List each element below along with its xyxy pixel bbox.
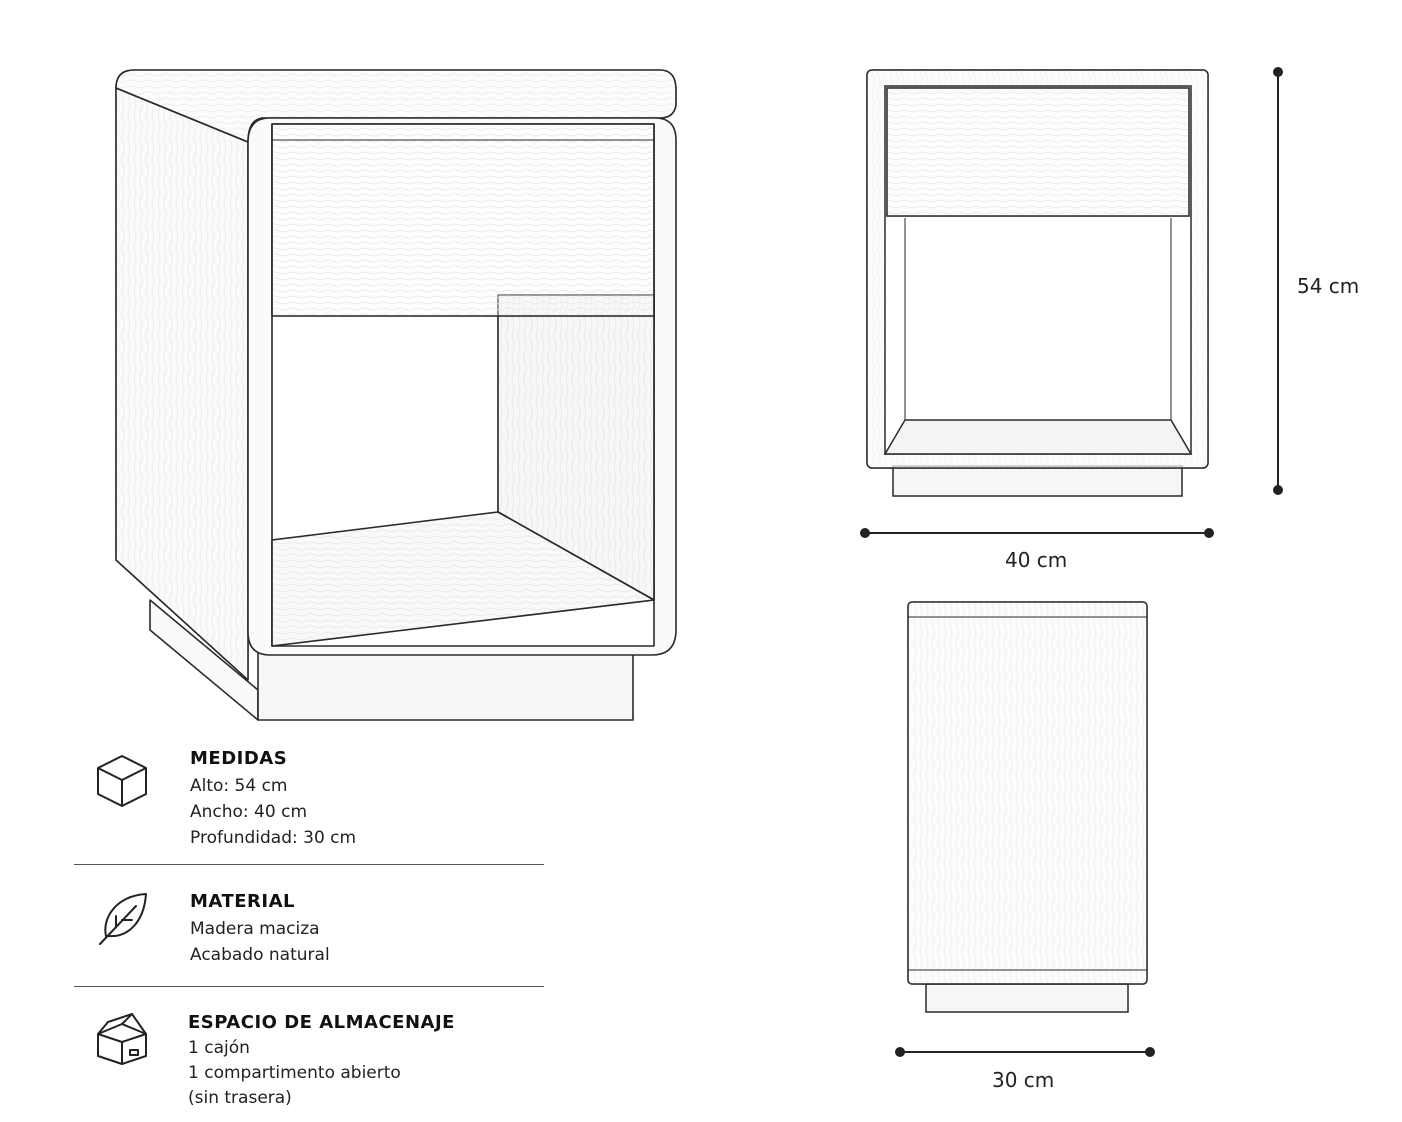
depth-label: 30 cm xyxy=(992,1068,1055,1092)
open-box-icon xyxy=(94,1010,150,1066)
spec-title-material: MATERIAL xyxy=(190,891,295,912)
depth-dimension-line xyxy=(896,1048,1154,1056)
height-label: 54 cm xyxy=(1297,274,1360,298)
spec-line: Profundidad: 30 cm xyxy=(190,828,357,848)
width-label: 40 cm xyxy=(1005,548,1068,572)
spec-line: (sin trasera) xyxy=(188,1088,292,1108)
spec-line: Ancho: 40 cm xyxy=(190,802,307,822)
spec-line: 1 compartimento abierto xyxy=(188,1063,401,1083)
spec-line: Acabado natural xyxy=(190,945,330,965)
spec-title-almacenaje: ESPACIO DE ALMACENAJE xyxy=(188,1012,455,1033)
spec-line: Madera maciza xyxy=(190,919,320,939)
cube-icon xyxy=(94,752,150,808)
side-plinth xyxy=(926,984,1128,1012)
spec-divider xyxy=(74,986,544,987)
leaf-icon xyxy=(96,890,152,946)
spec-line: Alto: 54 cm xyxy=(190,776,288,796)
spec-title-medidas: MEDIDAS xyxy=(190,748,288,769)
spec-divider xyxy=(74,864,544,865)
spec-line: 1 cajón xyxy=(188,1038,250,1058)
